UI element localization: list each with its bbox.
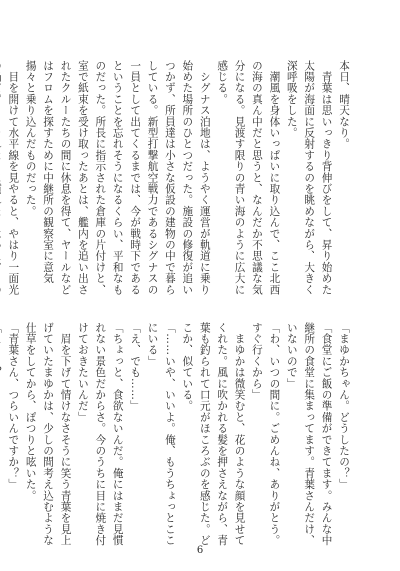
page-number: 6 <box>196 545 204 556</box>
body-text-upper-block: 本日、晴天なり。 青葉は思いっきり背伸びをして、昇り始めた太陽が海面に反射するのを眺めながら、大きく深呼吸をした。 潮風を身体いっぱいに取り込んで、ここ北西の海の真ん中だと思うと、なんだか不思議な気分になる。見渡す限りの青い海のように広大に感じる。 シグナス泊地は、ようやく運営が軌道に乗り始めた場所のひとつだった。施設の修復が追いつかず、所員達は小さな仮設の建物の中で暮らしている。新型打撃航空戦力であるシグナスの一員として出てくるまでは、今が戦時下であるということを忘れそうになるくらい、平和なものだった。所長に指示された倉庫の片付けと、室で紙束を受け取ったあとは、艦内を追い出されたクルーたちの間に休息を得て、ヤールなどはフロムを探すために中継所の観察室に意気揚々と乗り込んだものだった。 目を開けて水平線を見やると、やはり一面光 <box>7 60 350 296</box>
body-text-lower-block: 「まゆかちゃん。どうしたの？」 「食堂にご飯の準備ができてます。みんな中継所の食堂に集まってます。青葉さんだけ、いないので」 「わ、いつの間に。ごめんね、ありがとう。すぐ行くから」 まゆかは微笑むと、花のような顔を見せてくれた。風に吹かれる髪を押さえながら、青葉も釣られて口元がほころぶのを感じた。どこか、似ている。 「……いや、いいよ。俺、もうちょっとここにいる」 「え、でも……」 「ちょっと、食欲ないんだ。俺にはまだ見慣れない景色だからさ。今のうちに目に焼き付けておきたいんだ」 眉を下げて情けなさそうに笑う青葉を見上げていたまゆかは、少しの間考え込むような仕草をしてから、ぽつりと呟いた。 「青葉さん、つらいんですか？」 <box>7 322 350 546</box>
